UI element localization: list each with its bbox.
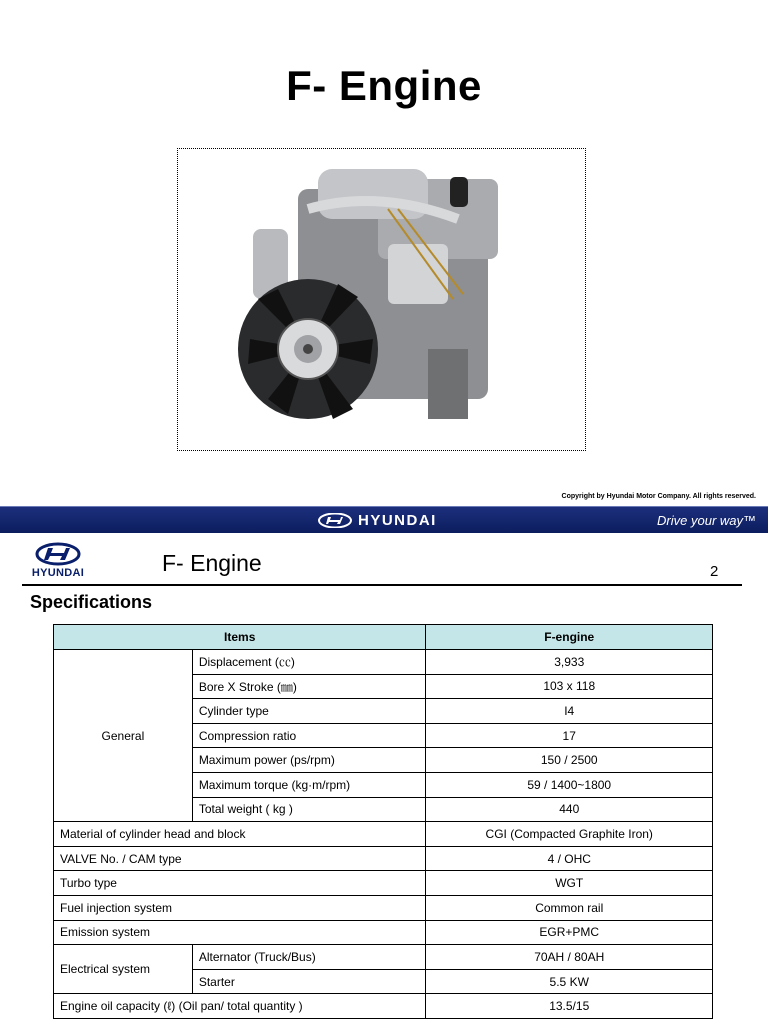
row-item: Displacement (㏄) <box>192 650 426 675</box>
engine-photo <box>177 148 586 451</box>
slide-1 <box>0 0 768 506</box>
brand-name: HYUNDAI <box>358 512 437 529</box>
row-item: Engine oil capacity (ℓ) (Oil pan/ total quantity ) <box>54 994 426 1019</box>
slide-title: F- Engine <box>162 550 262 576</box>
row-item: Emission system <box>54 920 426 945</box>
row-value: 13.5/15 <box>426 994 713 1019</box>
row-value: 103 x 118 <box>426 674 713 699</box>
engine-illustration <box>178 149 585 450</box>
table-row <box>54 895 713 920</box>
table-header-row <box>54 625 713 650</box>
row-value: Common rail <box>426 895 713 920</box>
row-value: EGR+PMC <box>426 920 713 945</box>
row-value: 4 / OHC <box>426 846 713 871</box>
table-row <box>54 945 713 970</box>
table-row <box>54 846 713 871</box>
table-row <box>54 994 713 1019</box>
row-item: Material of cylinder head and block <box>54 822 426 847</box>
row-item: Total weight ( kg ) <box>192 797 426 822</box>
header-value: F-engine <box>426 625 713 650</box>
section-subtitle: Specifications <box>30 592 153 612</box>
slide-title: F- Engine <box>286 62 482 109</box>
table-row <box>54 871 713 896</box>
row-value: 59 / 1400~1800 <box>426 772 713 797</box>
row-item: Fuel injection system <box>54 895 426 920</box>
table-row <box>54 920 713 945</box>
specifications-table <box>53 624 713 1019</box>
table-row <box>54 822 713 847</box>
row-value: 440 <box>426 797 713 822</box>
hyundai-logo-icon <box>318 513 352 528</box>
row-item: Alternator (Truck/Bus) <box>192 945 426 970</box>
table-row <box>54 650 713 675</box>
row-item: Compression ratio <box>192 723 426 748</box>
row-item: Maximum torque (kg·m/rpm) <box>192 772 426 797</box>
row-item: Cylinder type <box>192 699 426 724</box>
row-value: CGI (Compacted Graphite Iron) <box>426 822 713 847</box>
logo-wordmark: HYUNDAI <box>31 567 85 579</box>
group-label-general: General <box>54 650 193 822</box>
row-item: Maximum power (ps/rpm) <box>192 748 426 773</box>
row-value: WGT <box>426 871 713 896</box>
row-item: Starter <box>192 969 426 994</box>
row-value: I4 <box>426 699 713 724</box>
header-items: Items <box>54 625 426 650</box>
slogan: Drive your way™ <box>657 513 756 528</box>
title-divider <box>22 584 742 586</box>
row-item: VALVE No. / CAM type <box>54 846 426 871</box>
row-value: 3,933 <box>426 650 713 675</box>
copyright-text: Copyright by Hyundai Motor Company. All rights reserved. <box>561 493 756 500</box>
row-item: Turbo type <box>54 871 426 896</box>
group-label-electrical: Electrical system <box>54 945 193 994</box>
page-number: 2 <box>710 563 719 580</box>
row-value: 70AH / 80AH <box>426 945 713 970</box>
row-item: Bore X Stroke (㎜) <box>192 674 426 699</box>
row-value: 17 <box>426 723 713 748</box>
row-value: 5.5 KW <box>426 969 713 994</box>
brand-bar <box>0 506 768 533</box>
row-value: 150 / 2500 <box>426 748 713 773</box>
